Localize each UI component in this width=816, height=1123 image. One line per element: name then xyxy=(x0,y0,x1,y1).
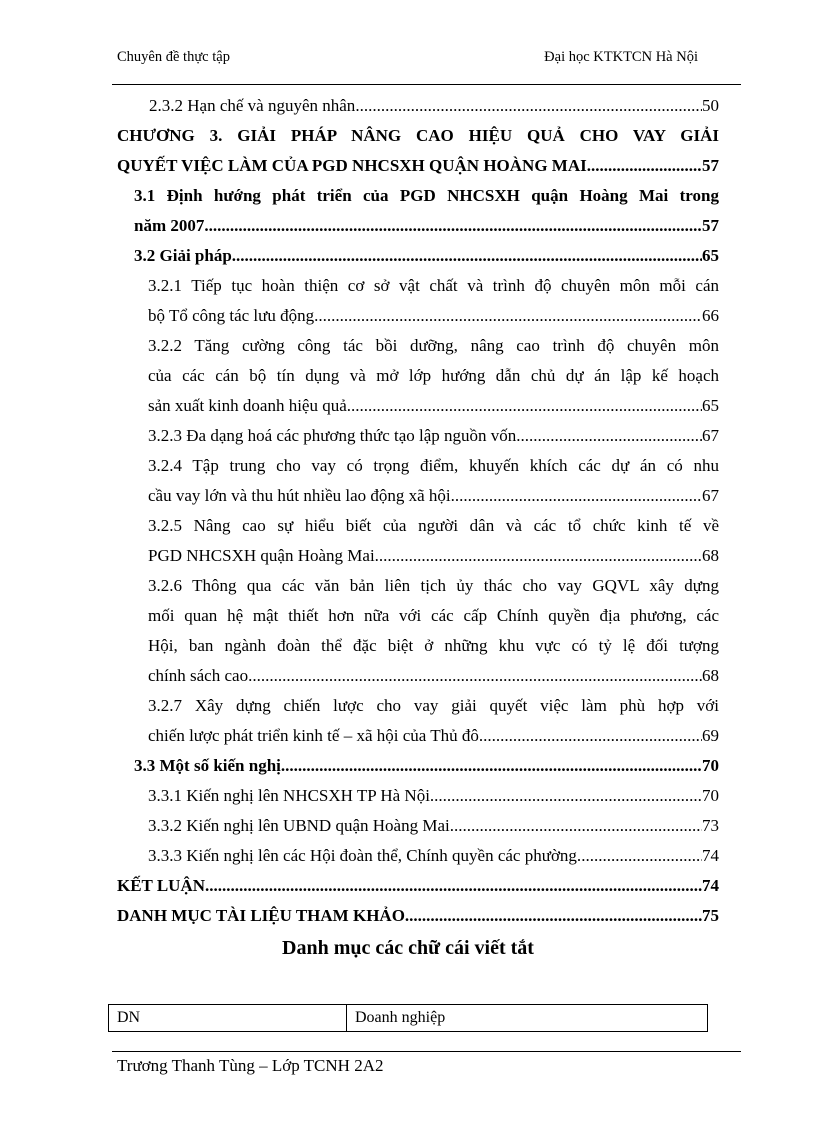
toc-page-number: 65 xyxy=(702,246,719,265)
abbreviation-cell: DN xyxy=(109,1005,347,1032)
toc-entry-3-2-6-end[interactable]: chính sách cao ..... 68 xyxy=(117,661,719,691)
toc-page-number: 73 xyxy=(702,816,719,835)
toc-entry-3-2-2[interactable]: 3.2.2 Tăng cường công tác bồi dưỡng, nâng cao trình độ chuyên môn xyxy=(148,336,719,355)
toc-page-number: 65 xyxy=(702,396,719,415)
toc-page-number: 67 xyxy=(702,426,719,445)
toc-entry-3-2-2-cont[interactable]: của các cán bộ tín dụng và mở lớp hướng dẫn chủ dự án lập kế hoạch xyxy=(148,366,719,385)
abbreviations-table xyxy=(108,1004,708,1032)
toc-entry-chapter-3[interactable]: CHƯƠNG 3. GIẢI PHÁP NÂNG CAO HIỆU QUẢ CHO VAY GIẢI xyxy=(117,126,719,145)
toc-page-number: 66 xyxy=(702,306,719,325)
toc-entry-3-2-4-cont[interactable]: cầu vay lớn và thu hút nhiều lao động xã hội. ..... 67 xyxy=(117,481,719,511)
toc-page-number: 57 xyxy=(702,156,719,175)
toc-page-number: 70 xyxy=(702,786,719,805)
toc-entry-3-1[interactable]: 3.1 Định hướng phát triển của PGD NHCSXH quận Hoàng Mai trong xyxy=(134,186,719,205)
toc-entry-3-2-2-end[interactable]: sản xuất kinh doanh hiệu quả. ..... 65 xyxy=(117,391,719,421)
toc-entry-conclusion[interactable]: KẾT LUẬN ..... 74 xyxy=(117,871,719,901)
toc-page-number: 75 xyxy=(702,906,719,925)
toc-page-number: 68 xyxy=(702,546,719,565)
toc-page-number: 57 xyxy=(702,216,719,235)
toc-entry-3-2-7-cont[interactable]: chiến lược phát triển kinh tế – xã hội của Thủ đô. ..... 69 xyxy=(117,721,719,751)
toc-entry-3-2-5[interactable]: 3.2.5 Nâng cao sự hiểu biết của người dân và các tổ chức kinh tế về xyxy=(148,516,719,535)
toc-entry-3-3-1[interactable]: 3.3.1 Kiến nghị lên NHCSXH TP Hà Nội. ..... 70 xyxy=(117,781,719,811)
table-of-contents xyxy=(117,91,719,931)
toc-entry-3-3[interactable]: 3.3 Một số kiến nghị. ..... 70 xyxy=(117,751,719,781)
toc-entry-3-2[interactable]: 3.2 Giải pháp. ..... 65 xyxy=(117,241,719,271)
toc-page-number: 74 xyxy=(702,846,719,865)
toc-page-number: 70 xyxy=(702,756,719,775)
table-row xyxy=(109,1005,708,1032)
meaning-cell: Doanh nghiệp xyxy=(347,1005,708,1032)
header-divider xyxy=(112,84,741,85)
toc-entry-3-2-6[interactable]: 3.2.6 Thông qua các văn bản liên tịch ủy thác cho vay GQVL xây dựng xyxy=(148,576,719,595)
toc-entry-3-3-2[interactable]: 3.3.2 Kiến nghị lên UBND quận Hoàng Mai. ..... 73 xyxy=(117,811,719,841)
header-right: Đại học KTKTCN Hà Nội xyxy=(544,49,698,65)
toc-entry-3-3-3[interactable]: 3.3.3 Kiến nghị lên các Hội đoàn thể, Chính quyền các phường. ..... 74 xyxy=(117,841,719,871)
toc-entry-3-2-3[interactable]: 3.2.3 Đa dạng hoá các phương thức tạo lập nguồn vốn ..... 67 xyxy=(117,421,719,451)
abbreviations-title: Danh mục các chữ cái viết tắt xyxy=(282,937,534,959)
toc-entry-3-2-6-cont1[interactable]: mối quan hệ mật thiết hơn nữa với các cấp Chính quyền địa phương, các xyxy=(148,606,719,625)
toc-entry-3-2-7[interactable]: 3.2.7 Xây dựng chiến lược cho vay giải quyết việc làm phù hợp với xyxy=(148,696,719,715)
footer-text: Trương Thanh Tùng – Lớp TCNH 2A2 xyxy=(117,1056,384,1075)
toc-entry-3-2-6-cont2[interactable]: Hội, ban ngành đoàn thể đặc biệt ở những khu vực có tỷ lệ đối tượng xyxy=(148,636,719,655)
toc-page-number: 67 xyxy=(702,486,719,505)
toc-page-number: 50 xyxy=(702,96,719,115)
toc-entry-3-2-5-cont[interactable]: PGD NHCSXH quận Hoàng Mai. ..... 68 xyxy=(117,541,719,571)
toc-entry-2-3-2[interactable]: 2.3.2 Hạn chế và nguyên nhân ..... 50 xyxy=(117,91,719,121)
toc-entry-3-2-4[interactable]: 3.2.4 Tập trung cho vay có trọng điểm, khuyến khích các dự án có nhu xyxy=(148,456,719,475)
toc-entry-3-2-1-cont[interactable]: bộ Tổ công tác lưu động ..... 66 xyxy=(117,301,719,331)
toc-entry-chapter-3-cont[interactable]: QUYẾT VIỆC LÀM CỦA PGD NHCSXH QUẬN HOÀNG MAI ..... 57 xyxy=(117,151,719,181)
toc-entry-3-1-cont[interactable]: năm 2007 ..... 57 xyxy=(117,211,719,241)
toc-entry-3-2-1[interactable]: 3.2.1 Tiếp tục hoàn thiện cơ sở vật chất và trình độ chuyên môn mỗi cán xyxy=(148,276,719,295)
header-left: Chuyên đề thực tập xyxy=(117,49,230,65)
toc-page-number: 74 xyxy=(702,876,719,895)
toc-page-number: 69 xyxy=(702,726,719,745)
toc-page-number: 68 xyxy=(702,666,719,685)
footer-divider xyxy=(112,1051,741,1052)
toc-entry-references[interactable]: DANH MỤC TÀI LIỆU THAM KHẢO ..... 75 xyxy=(117,901,719,931)
